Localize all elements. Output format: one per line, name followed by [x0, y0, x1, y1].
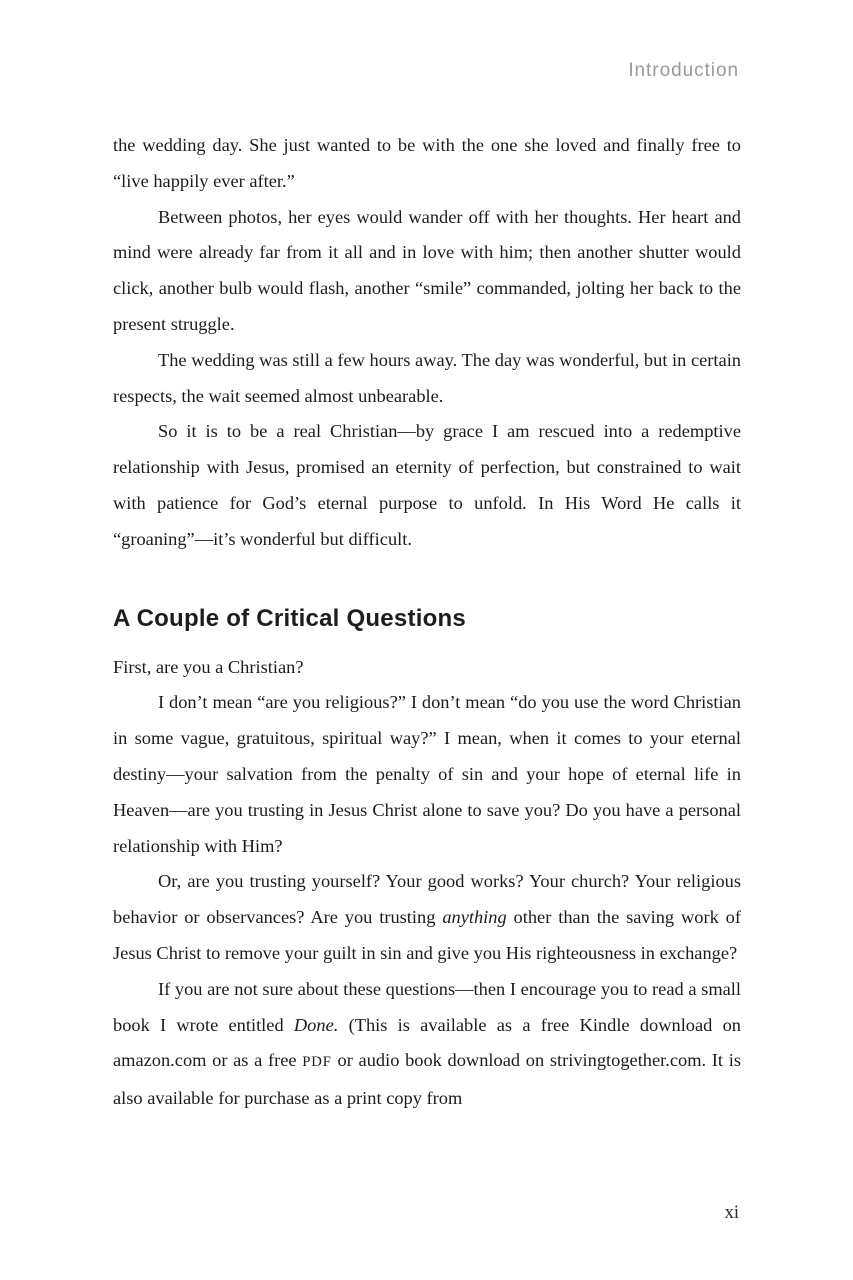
body-text-block: [113, 128, 741, 1117]
paragraph: [113, 972, 741, 1117]
text-segment: the wedding day. She just wanted to be with the one she loved and finally free to “live happily ever after.”: [113, 135, 741, 191]
paragraph: [113, 685, 741, 864]
text-segment: other than the saving work of Jesus Christ to remove your guilt in sin and give you His righteousness in exchange?: [113, 907, 741, 963]
page-number: xi: [724, 1203, 739, 1223]
questions-paragraphs: [113, 650, 741, 1117]
text-segment: (This is available as a free Kindle download on amazon.com or as a free: [113, 1014, 741, 1071]
paragraph: [113, 414, 741, 557]
text-segment: I don’t mean “are you religious?” I don’t mean “do you use the word Christian in some vague, gratuitous, spiritual way?” I mean, when it comes to your eternal destiny—your salvation from the penalty of sin and your hope of eternal life in Heaven—are you trusting in Jesus Christ alone to save you? Do you have a personal relationship with Him?: [113, 692, 741, 856]
section-heading: A Couple of Critical Questions: [113, 604, 467, 632]
running-header: Introduction: [628, 60, 739, 81]
intro-paragraphs: [113, 128, 741, 558]
text-segment: Or, are you trusting yourself? Your good works? Your church? Your religious behavior or observances? Are you trusting: [113, 871, 741, 928]
text-segment: The wedding was still a few hours away. The day was wonderful, but in certain respects, the wait seemed almost unbearable.: [113, 349, 741, 406]
paragraph: [113, 650, 741, 686]
text-segment: Between photos, her eyes would wander off with her thoughts. Her heart and mind were already far from it all and in love with him; then another shutter would click, another bulb would flash, another “smile” commanded, jolting her back to the present struggle.: [113, 206, 741, 334]
text-segment-italic: Done.: [293, 1014, 339, 1035]
text-segment: If you are not sure about these questions—then I encourage you to read a small book I wrote entitled: [113, 978, 741, 1035]
text-segment: So it is to be a real Christian—by grace I am rescued into a redemptive relationship with Jesus, promised an eternity of perfection, but constrained to wait with patience for God’s eternal purpose to unfold. In His Word He calls it “groaning”—it’s wonderful but difficult.: [113, 421, 741, 549]
text-segment-smallcaps: PDF: [302, 1054, 332, 1071]
text-segment: First, are you a Christian?: [113, 656, 304, 677]
paragraph: [113, 864, 741, 971]
paragraph: [113, 343, 741, 415]
paragraph: [113, 200, 741, 343]
text-segment: or audio book download on strivingtogether.com. It is also available for purchase as a print copy from: [113, 1050, 741, 1109]
paragraph: [113, 128, 741, 200]
text-segment-italic: anything: [442, 907, 507, 928]
